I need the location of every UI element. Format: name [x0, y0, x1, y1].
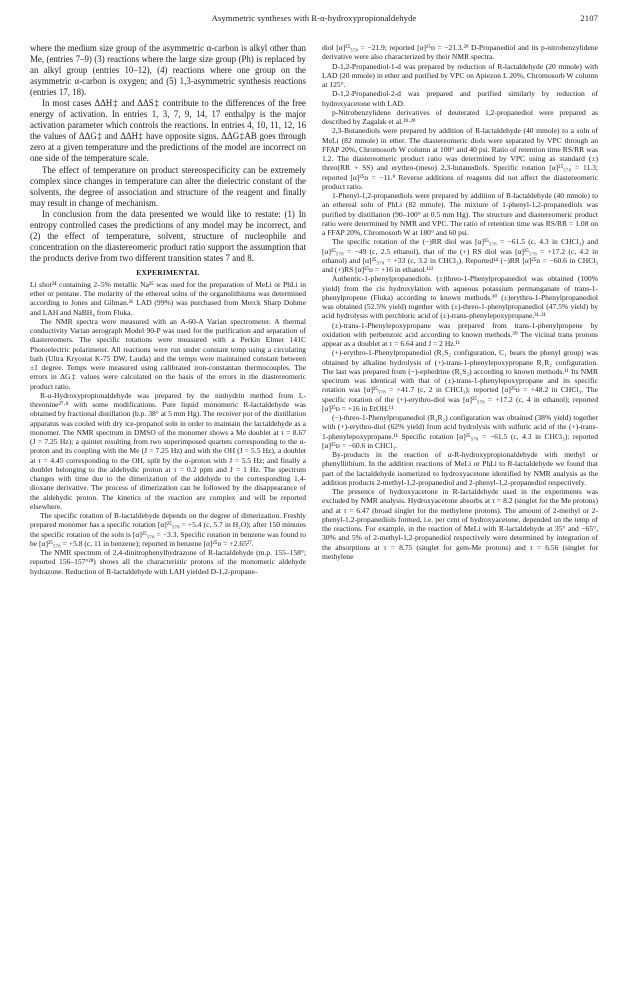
paragraph: 1-Phenyl-1,2-propanediols were prepared by addition of R-lactaldehyde (40 mmole) to an ethereal soln of PhLi (82 mmole). The mixture of 1-phenyl-1,2-propanediols was purified by distillation (90–100° at 0.5 mm Hg). The structure and diastereomeric product ratio were determined by NMR and VPC. The ratio of retention time was RS/RR = 1.08 on a FFAP 20%, Chromosorb W at 180° and 60 psi.	[322, 191, 598, 237]
paragraph: The effect of temperature on product stereospecificity can be extremely complex since changes in temperature can alter the dielectric constant of the solvents, the degree of association and structure of the reagent and finally may result in change of mechanism.	[30, 164, 306, 208]
running-title: Asymmetric syntheses with R-α-hydroxypropionaldehyde	[211, 13, 417, 23]
discussion-text	[30, 43, 306, 264]
paragraph: (+)-erythro-1-Phenylpropanediol (R₁S₂ configuration, C₁ bears the phenyl group) was obtained by alkaline hydrolysis of (+)-trans-1-phenylepoxypropane R₁R₂ configuration. The last was prepared from (−)-ephedrine (R₁S₂) according to known methods.¹¹ Its NMR spectrum was identical with that of (±)-trans-1-phenylepoxypropane and its specific rotation was [α]²⁵₅₇₈ = +41.7 (c, 2 in CHCl₃); reported [α]²⁵ᴅ = +48.2 in CHCl₃. The specific rotation of the (+)-erythro-diol was [α]²⁵₅₇₈ = +17.2 (c, 4 in ethanol); reported [α]²⁵ᴅ = +16 in EtOH.¹¹	[322, 348, 598, 413]
paragraph: By-products in the reaction of α-R-hydroxypropionaldehyde with methyl or phenyllithium. In the addition reactions of MeLi or PhLi to R-lactaldehyde we found that part of the lactaldehyde isomerized to hydroxyacetone identified by NMR analysis as the addition products 2-methyl-1,2-propanediol and 2-phenyl-1,2-propanediol respectively.	[322, 450, 598, 487]
paragraph: D-1,2-Propanediol-2-d was prepared and purified similarly by reduction of hydroxyacetone with LAD.	[322, 89, 598, 108]
paragraph: The NMR spectrum of 2,4-dinitrophenylhydrazone of R-lactaldehyde (m.p. 155–158°; reported 156–157°²⁸) shows all the characteristic protons of the monomeric aldehyde hydrazone. Reduction of R-lactaldehyde with LAH yielded D-1,2-propane-	[30, 548, 306, 576]
paragraph: (−)-threo-1-Phenylpropanediol (R₁R₂) configuration was obtained (38% yield) together with (+)-erythro-diol (62% yield) from acid hydrolysis with sulfuric acid of the (+)-trans-1-phenylepoxypropane.¹¹ Specific rotation [α]²⁵₅₇₈ = −61.5 (c, 4.3 in CHCl₃); reported [α]²⁵ᴅ = −60.6 in CHCl₃.	[322, 413, 598, 450]
paragraph: 2,3-Butanediols were prepared by addition of R-lactaldehyde (40 mmole) to a soln of MeLi (82 mmole) in ether. The diastereomeric diols were separated by VPC through an FFAP 20%, Chromosorb W column at 100° and 40 psi. Ratio of retention time RS/RR was 1.2. The diastereomeric product ratio was determined by VPC using as standard (±) threo(RR + SS) and erythro-(meso) 2,3-butanediols. Specific rotation [α]²⁵₅₇₈ = 11.3; reported [α]²⁵ᴅ = −11.⁹ Reverse additions of reagents did not affect the diastereomeric product ratio.	[322, 126, 598, 191]
paragraph: In most cases ΔΔH‡ and ΔΔS‡ contribute to the differences of the free energy of activation. In entries 1, 3, 7, 9, 14, 17 enthalpy is the major activation parameter which controls the reactions. In entries 4, 10, 11, 12, 16 the values of ΔΔG‡ and ΔΔH‡ have opposite signs. ΔΔG‡AB goes through zero at a given temperature and the predictions of the model are incorrect on one side of the temperature scale.	[30, 98, 306, 164]
paragraph: Li shot²⁴ containing 2–5% metallic Na²⁵ was used for the preparation of MeLi or PhLi in ether or pentane. The molarity of the ethereal solns of the organolithiums was determined according to Jones and Gilman.²⁶ LAD (99%) was purchased from Merck Sharp Dohme and LAH and NaBH₄ from Fluka.	[30, 279, 306, 317]
paragraph: p-Nitrobenzylidene derivatives of deuterated 1,2-propanediol were prepared as described by Zagalak et al.²⁸·²⁹	[322, 107, 598, 126]
two-column-body	[30, 43, 598, 576]
right-column	[322, 43, 598, 576]
paragraph: In conclusion from the data presented we would like to restate: (1) In entropy controlled cases the predictions of any model may be incorrect, and (2) the effect of temperature, solvent, structure of nucleophile and concentration on the diastereomeric product ratio support the assumption that the products derive from two different transition states 7 and 8.	[30, 208, 306, 263]
experimental-text	[30, 280, 306, 576]
paragraph: The specific rotation of R-lactaldehyde depends on the degree of dimerization. Freshly prepared monomer has a specific rotation [α]²⁵₅₇₈ = +5.4 (c, 5.7 in H₂O); after 150 minutes the specific rotation of the soln is [α]²⁵₅₇₈ = −3.3. Specific rotation in benzene was found to be [α]²⁵₅₇₈ = +5.8 (c, 11 in benzene); reported in benzene [α]²⁵ᴅ = +2.65²⁷.	[30, 511, 306, 548]
experimental-heading: EXPERIMENTAL	[136, 267, 200, 277]
paragraph: R-α-Hydroxypropionaldehyde was prepared by the ninhydrin method from L-threonine²⁷·⁸ with some modifications. Pure liquid monomeric R-lactaldehyde was obtained by fractional distillation (b.p. 38° at 5 mm Hg). The receiver pot of the distillation apparatus was cooled with dry ice-propanol soln in order to maintain the lactaldehyde as a monomer. The NMR spectrum in DMSO of the monomer shows a Me doublet at τ = 8.67 (J = 7.25 Hz); a quintet resulting from two superimposed quartets corresponding to the α-proton and its coupling with the Me (J = 7.25 Hz) and with the OH (J = 5.5 Hz), a doublet at τ = 4.45 corresponding to the OH, split by the α-proton with J = 5.5 Hz; and finally a doublet belonging to the aldehydic proton at τ = 0.2 ppm and J = 1 Hz. The spectrum changes with time due to the dimerization of the aldehyde to the corresponding 1,4-dioxane derivative. The process of dimerization can be followed by the disappearance of the aldehydic proton. The kinetics of the reaction are complex and will be reported elsewhere.	[30, 390, 306, 511]
paragraph: where the medium size group of the asymmetric α-carbon is alkyl other than Me, (entries 7–9) (3) reactions where the large size group (Ph) is replaced by an alkyl group (entries 10–12), (4) reactions where one group on the asymmetric α-carbon is oxygen; and (5) 1,3-asymmetric synthesis reactions (entries 17, 18).	[30, 43, 306, 98]
paragraph: Authentic-1-phenylpropanediols. (±)threo-1-Phenylpropanediol was obtained (100% yield) from the cis hydroxylation with aqueous potassium permanganate of trans-1-phenylpropene (Fluka) according to known methods.³⁰ (±)erythro-1-Phenylpropanediol was obtained (52.5% yield) together with (±)-threo-1-phenylpropanediol (47.5% yield) by acid hydrolysis with perchloric acid of (±)-trans-phenylepoxypropane.³¹·³¹	[322, 274, 598, 321]
page-number: 2107	[580, 13, 598, 23]
paragraph: The specific rotation of the (−)RR diol was [α]²⁵₅₇₈ = −61.5 (c, 4.3 in CHCl₃) and [α]²⁵₅₇₈ = −49 (c, 2.5 ethanol), that of the (+) RS diol was [α]²⁵₅₇₈ = +17.2 (c, 4.2 in ethanol) and [α]²⁵₅₇₈ = +33 (c, 3.2 in CHCl₃). Reported¹⁴ (−)RR [α]²⁵ᴅ = −60.6 in CHCl₃ and (+)RS [α]²⁵ᴅ = +16 in ethanol.¹¹²	[322, 237, 598, 274]
running-header	[30, 13, 598, 29]
paragraph: The NMR spectra were measured with an A-60-A Varian spectrometer. A thermal conductivity Varian aerograph Model 90-P was used for the purification and separation of diastereomers. The specific rotations were measured with a Perkin Elmer 141C Photoelectric polarimeter. All reactions were run under constant temp using a circulating bath (Ultra Kryostat K-75 DW, Lauda) and the temps were maintained constant between ±1 degree. Temps were measured using calibrated iron-constantan thermocouples. The errors in ΔG‡ values were calculated on the basis of the errors in the diastereomeric product ratio.	[30, 316, 306, 391]
paragraph: The presence of hydroxyacetone in R-lactaldehyde used in the experiments was excluded by NMR analysis. Hydroxyacetone absorbs at τ = 8.2 (singlet for the Me protons) and at τ = 6.47 (broad singlet for the methylene protons). The amount of 2-methyl or 2-phenyl-1,2-propanediols formed, i.e. per cent of hydroxyacetone, depended on the temp of the reactions. For example, in the reaction of MeLi with R-lactaldehyde at 35° and −65°, 30% and 5% of 2-methyl-1,2-propanediol respectively were determined by integration of the absorptions at τ = 8.75 (singlet for gem-Me protons) and τ = 6.56 (singlet for methylene	[322, 487, 598, 561]
paragraph: D-1,2-Propanediol-1-d was prepared by reduction of R-lactaldehyde (20 mmole) with LAD (20 mmole) in ether and purified by VPC on Apiezon L 20%, Chromosorb W column at 125°.	[322, 61, 598, 89]
left-column	[30, 43, 306, 576]
paragraph: (±)-trans-1-Phenylepoxypropane was prepared from trans-1-phenylpropene by oxidation with perbenzoic acid according to known methods.³⁰ The vicinal trans protons appear as a doublet at τ = 6.64 and J = 2 Hz.¹¹	[322, 320, 598, 348]
paragraph: diol [α]²⁵₅₇₈ = −21.9; reported [α]²⁵ᴅ = −21.3.²⁹ D-Propanediol and its p-nitrobenzylidene derivative were also characterized by their NMR spectra.	[322, 43, 598, 62]
